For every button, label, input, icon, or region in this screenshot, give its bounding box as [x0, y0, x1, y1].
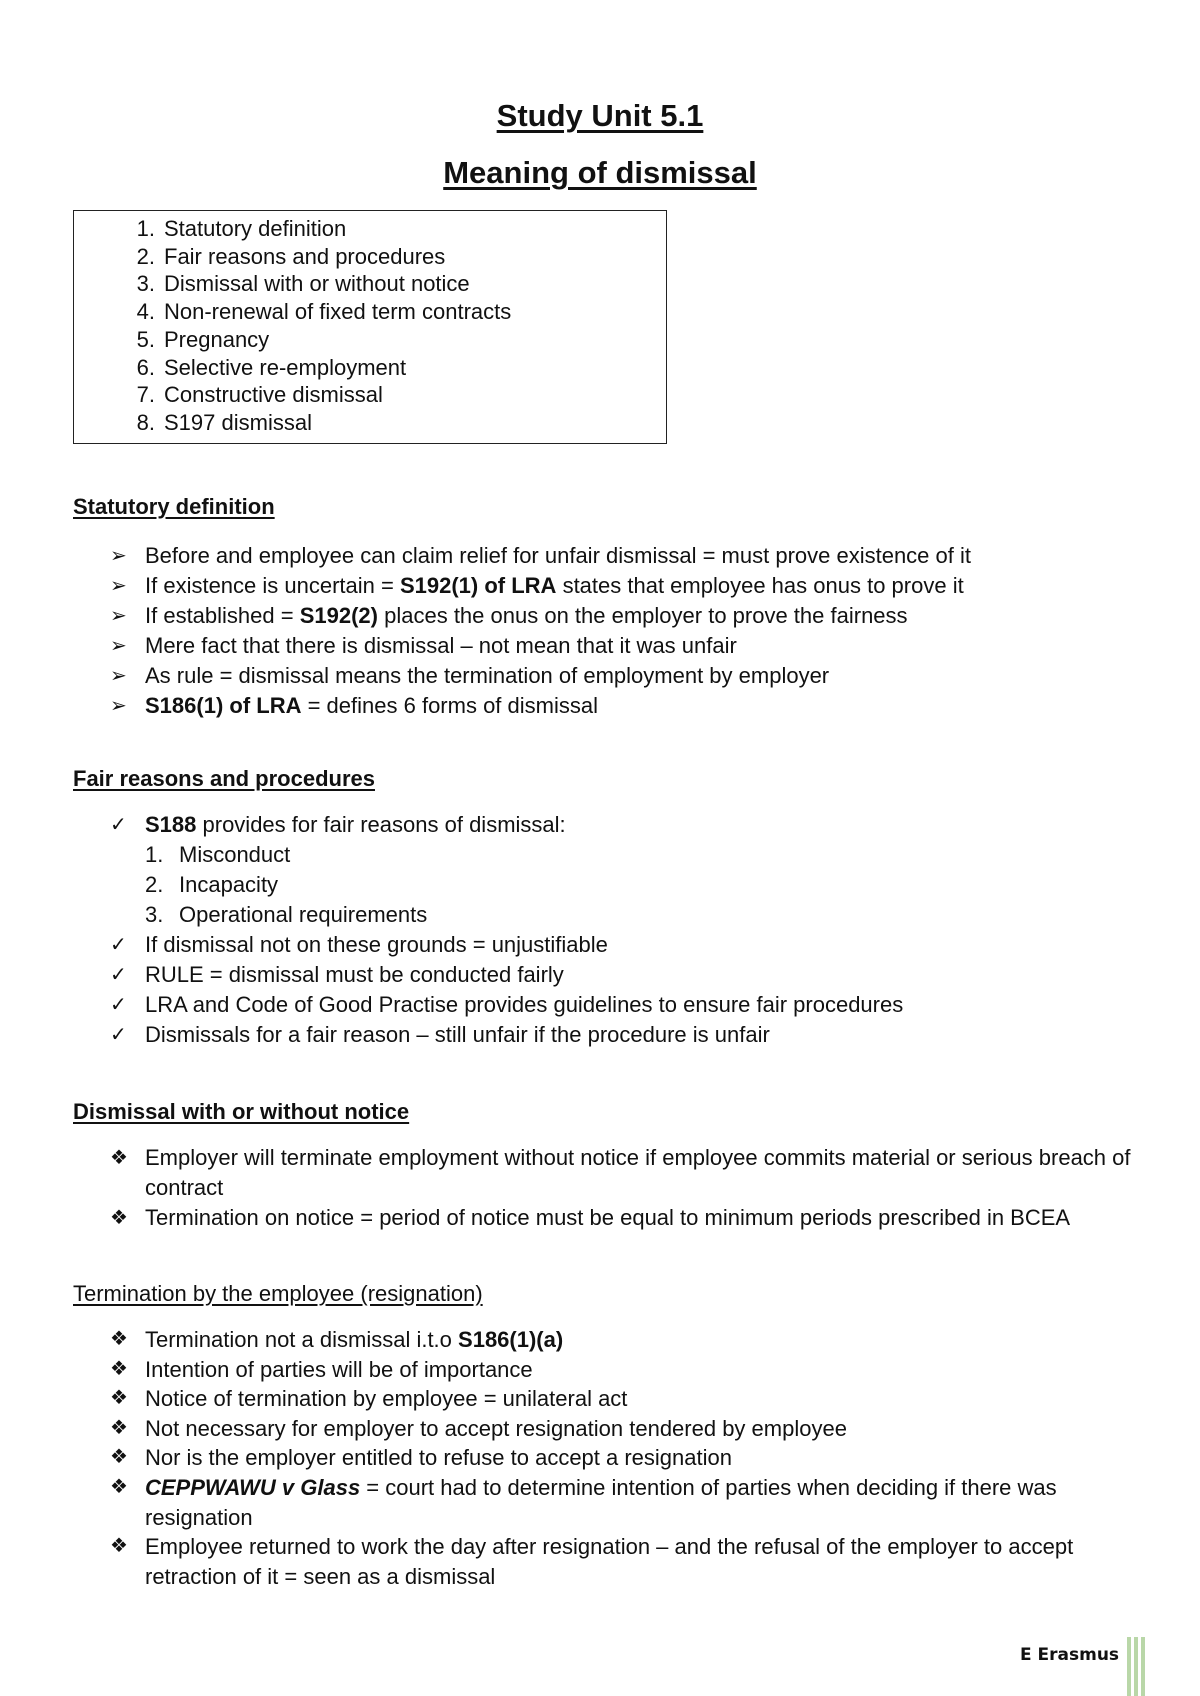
- arrow-bullet-icon: ➢: [110, 695, 127, 717]
- list-item: ✓ S188 provides for fair reasons of dismissal: 1. Misconduct 2. Incapacity 3. Operational requirements: [110, 810, 1140, 930]
- arrow-bullet-icon: ➢: [110, 665, 127, 687]
- contents-box: [73, 210, 667, 444]
- diamond-bullet-icon: ❖: [110, 1446, 128, 1469]
- check-bullet-icon: ✓: [110, 964, 127, 986]
- contents-item: 2. Fair reasons and procedures: [136, 243, 446, 269]
- subsection-heading-resignation: Termination by the employee (resignation): [73, 1281, 483, 1306]
- section-heading-statutory: Statutory definition: [73, 494, 275, 519]
- list-item: ❖ Termination on notice = period of notice must be equal to minimum periods prescribed in BCEA: [110, 1203, 1140, 1233]
- contents-item: 7. Constructive dismissal: [136, 382, 383, 408]
- list-item: ❖ Employee returned to work the day after resignation – and the refusal of the employer to accept retraction of it = seen as a dismissal: [110, 1534, 1074, 1589]
- arrow-bullet-icon: ➢: [110, 605, 127, 627]
- contents-item: 5. Pregnancy: [136, 326, 270, 352]
- list-item: ➢ Mere fact that there is dismissal – not mean that it was unfair: [110, 631, 1140, 661]
- list-item: ➢ If established = S192(2) places the onus on the employer to prove the fairness: [110, 601, 1140, 631]
- check-bullet-icon: ✓: [110, 814, 127, 836]
- list-item: ❖ Termination not a dismissal i.t.o S186(1)(a): [110, 1325, 1140, 1355]
- contents-item: 1. Statutory definition: [136, 216, 347, 241]
- list-item: ➢ As rule = dismissal means the termination of employment by employer: [110, 661, 1140, 691]
- list-item: ✓ LRA and Code of Good Practise provides guidelines to ensure fair procedures: [110, 990, 1140, 1020]
- list-item: 2. Incapacity: [145, 872, 279, 897]
- statutory-list: [110, 541, 1140, 721]
- check-bullet-icon: ✓: [110, 934, 127, 956]
- list-item: ➢ If existence is uncertain = S192(1) of LRA states that employee has onus to prove it: [110, 571, 1140, 601]
- contents-item: 4. Non-renewal of fixed term contracts: [136, 299, 512, 325]
- list-item: 1. Misconduct: [145, 842, 291, 867]
- page-title: Study Unit 5.1: [496, 98, 704, 133]
- list-item: ➢ S186(1) of LRA = defines 6 forms of dismissal: [110, 691, 1140, 721]
- contents-item: 3. Dismissal with or without notice: [136, 271, 470, 297]
- diamond-bullet-icon: ❖: [110, 1535, 128, 1558]
- check-bullet-icon: ✓: [110, 994, 127, 1016]
- diamond-bullet-icon: ❖: [110, 1475, 128, 1498]
- list-item: ❖ CEPPWAWU v Glass = court had to determine intention of parties when deciding if there was resignation: [110, 1474, 1057, 1530]
- diamond-bullet-icon: ❖: [110, 1387, 128, 1410]
- accent-bar: [1127, 1637, 1131, 1696]
- diamond-bullet-icon: ❖: [110, 1357, 128, 1380]
- page-subtitle: Meaning of dismissal: [443, 155, 757, 190]
- notice-list: [110, 1143, 1140, 1233]
- contents-list: [122, 215, 511, 437]
- arrow-bullet-icon: ➢: [110, 635, 127, 657]
- list-item: ❖ Not necessary for employer to accept resignation tendered by employee: [110, 1414, 1140, 1444]
- fair-reasons-sublist: [145, 840, 1140, 930]
- list-item: ❖ Nor is the employer entitled to refuse to accept a resignation: [110, 1443, 1140, 1473]
- list-item: 3. Operational requirements: [145, 902, 428, 927]
- list-item: ✓ Dismissals for a fair reason – still unfair if the procedure is unfair: [110, 1020, 1140, 1050]
- arrow-bullet-icon: ➢: [110, 545, 127, 567]
- footer-author: E Erasmus: [1020, 1645, 1120, 1665]
- contents-item: 6. Selective re-employment: [136, 354, 407, 380]
- contents-item: 8. S197 dismissal: [136, 409, 312, 435]
- resignation-list: [110, 1325, 1140, 1591]
- list-item: ✓ If dismissal not on these grounds = unjustifiable: [110, 930, 1140, 960]
- fair-reasons-list: [110, 810, 1140, 1050]
- list-item: ❖ Notice of termination by employee = unilateral act: [110, 1384, 1140, 1414]
- list-item: ✓ RULE = dismissal must be conducted fairly: [110, 960, 1140, 990]
- list-item: ❖ Intention of parties will be of importance: [110, 1355, 1140, 1385]
- diamond-bullet-icon: ❖: [110, 1416, 128, 1439]
- accent-bar: [1134, 1637, 1138, 1696]
- arrow-bullet-icon: ➢: [110, 575, 127, 597]
- section-heading-fair-reasons: Fair reasons and procedures: [73, 766, 375, 791]
- section-heading-notice: Dismissal with or without notice: [73, 1099, 410, 1124]
- list-item: ➢ Before and employee can claim relief for unfair dismissal = must prove existence of it: [110, 541, 1140, 571]
- list-item: ❖ Employer will terminate employment without notice if employee commits material or serious breach of contract: [110, 1145, 1131, 1200]
- diamond-bullet-icon: ❖: [110, 1328, 128, 1350]
- accent-bar: [1141, 1637, 1145, 1696]
- diamond-bullet-icon: ❖: [110, 1147, 128, 1169]
- diamond-bullet-icon: ❖: [110, 1207, 128, 1229]
- check-bullet-icon: ✓: [110, 1024, 127, 1046]
